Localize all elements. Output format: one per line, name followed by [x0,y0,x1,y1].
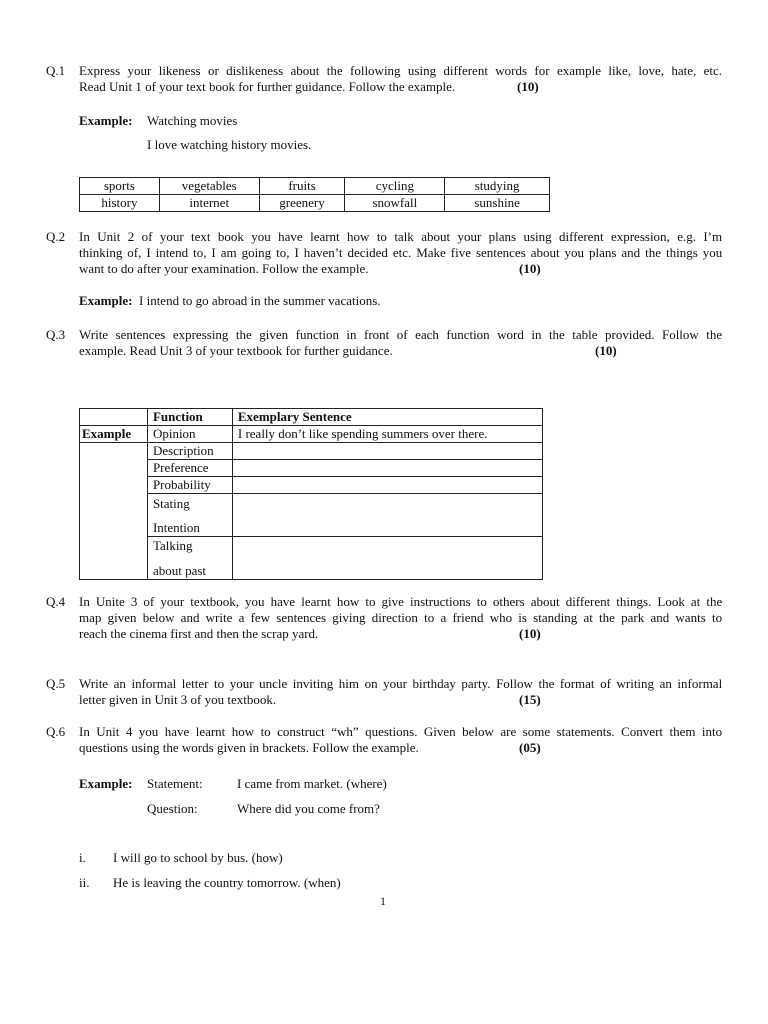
cell-line: Talking [152,538,193,553]
marks: (10) [519,261,541,276]
question-text-line: Express your likeness or dislikeness about the following using different words for example like, love, hate, etc. [79,63,723,78]
table-row [80,494,543,537]
table-cell: sunshine [445,195,550,212]
table-cell [147,494,232,537]
table-cell: fruits [259,178,345,195]
table-row [80,178,550,195]
table-cell [232,477,542,494]
column-header: Exemplary Sentence [232,409,542,426]
marks: (10) [519,626,541,641]
question-text-line: want to do after your examination. Follow the example. [79,261,369,276]
question-text-line: Read Unit 1 of your text book for further guidance. Follow the example. [79,79,456,94]
cell-line: about past [152,563,207,578]
table-row [80,195,550,212]
column-header: Function [147,409,232,426]
table-cell: cycling [345,178,445,195]
question-label: Question: [147,801,198,816]
table-cell [232,443,542,460]
table-cell: snowfall [345,195,445,212]
example-label: Example [80,426,148,443]
question-text-line: reach the cinema first and then the scrap yard. [79,626,319,641]
question-text-line: letter given in Unit 3 of you textbook. [79,692,277,707]
table-row [80,443,543,460]
table-cell [232,537,542,580]
question-number: Q.1 [46,63,66,78]
example-label: Example: [79,776,133,791]
question-text-line: thinking of, I intend to, I am going to, I haven’t decided etc. Make five sentences about you plans and the things you [79,245,723,260]
word-table [79,177,550,212]
statement-label: Statement: [147,776,203,791]
marks: (05) [519,740,541,755]
question-text-line: example. Read Unit 3 of your textbook for further guidance. [79,343,393,358]
function-table [79,408,543,580]
list-item-number: i. [79,850,86,865]
question-text-line: In Unit 4 you have learnt how to construct “wh” questions. Given below are some statements. Convert them into [79,724,723,739]
question-text-line: Write sentences expressing the given function in front of each function word in the table provided. Follow the [79,327,723,342]
question-text-line: Write an informal letter to your uncle inviting him on your birthday party. Follow the format of writing an informal [79,676,723,691]
marks: (15) [519,692,541,707]
table-cell: Preference [147,460,232,477]
table-header-row [80,409,543,426]
question-number: Q.2 [46,229,66,244]
statement-text: I came from market. (where) [237,776,387,791]
table-cell: internet [159,195,259,212]
table-cell [232,460,542,477]
table-cell: Opinion [147,426,232,443]
table-cell [232,494,542,537]
question-number: Q.4 [46,594,66,609]
table-cell: Probability [147,477,232,494]
table-cell: history [80,195,160,212]
table-row [80,477,543,494]
table-cell: vegetables [159,178,259,195]
cell-line: Stating [152,496,190,511]
table-cell: sports [80,178,160,195]
question-text-line: In Unite 3 of your textbook, you have learnt how to give instructions to others about different things. Look at the [79,594,723,609]
question-number: Q.3 [46,327,66,342]
marks: (10) [595,343,617,358]
marks: (10) [517,79,539,94]
example-sentence: I love watching history movies. [147,137,312,152]
table-cell: I really don’t like spending summers over there. [232,426,542,443]
table-cell [147,537,232,580]
list-item: I will go to school by bus. (how) [113,850,283,865]
table-row [80,460,543,477]
table-cell: Description [147,443,232,460]
question-text-line: questions using the words given in brackets. Follow the example. [79,740,419,755]
page-number: 1 [380,894,386,908]
question-example-text: Where did you come from? [237,801,380,816]
cell-line: Intention [152,520,200,535]
table-row [80,426,543,443]
example-text: I intend to go abroad in the summer vacations. [139,293,381,308]
question-text-line: In Unit 2 of your text book you have learnt how to talk about your plans using different expression, e.g. I’m [79,229,723,244]
question-text-line: map given below and write a few sentences giving direction to a friend who is standing at the park and wants to [79,610,723,625]
example-label: Example: [79,293,133,308]
question-number: Q.5 [46,676,66,691]
table-row [80,537,543,580]
table-cell: greenery [259,195,345,212]
list-item: He is leaving the country tomorrow. (when) [113,875,341,890]
table-cell: studying [445,178,550,195]
example-label: Example: [79,113,133,128]
example-topic: Watching movies [147,113,238,128]
question-number: Q.6 [46,724,66,739]
list-item-number: ii. [79,875,90,890]
